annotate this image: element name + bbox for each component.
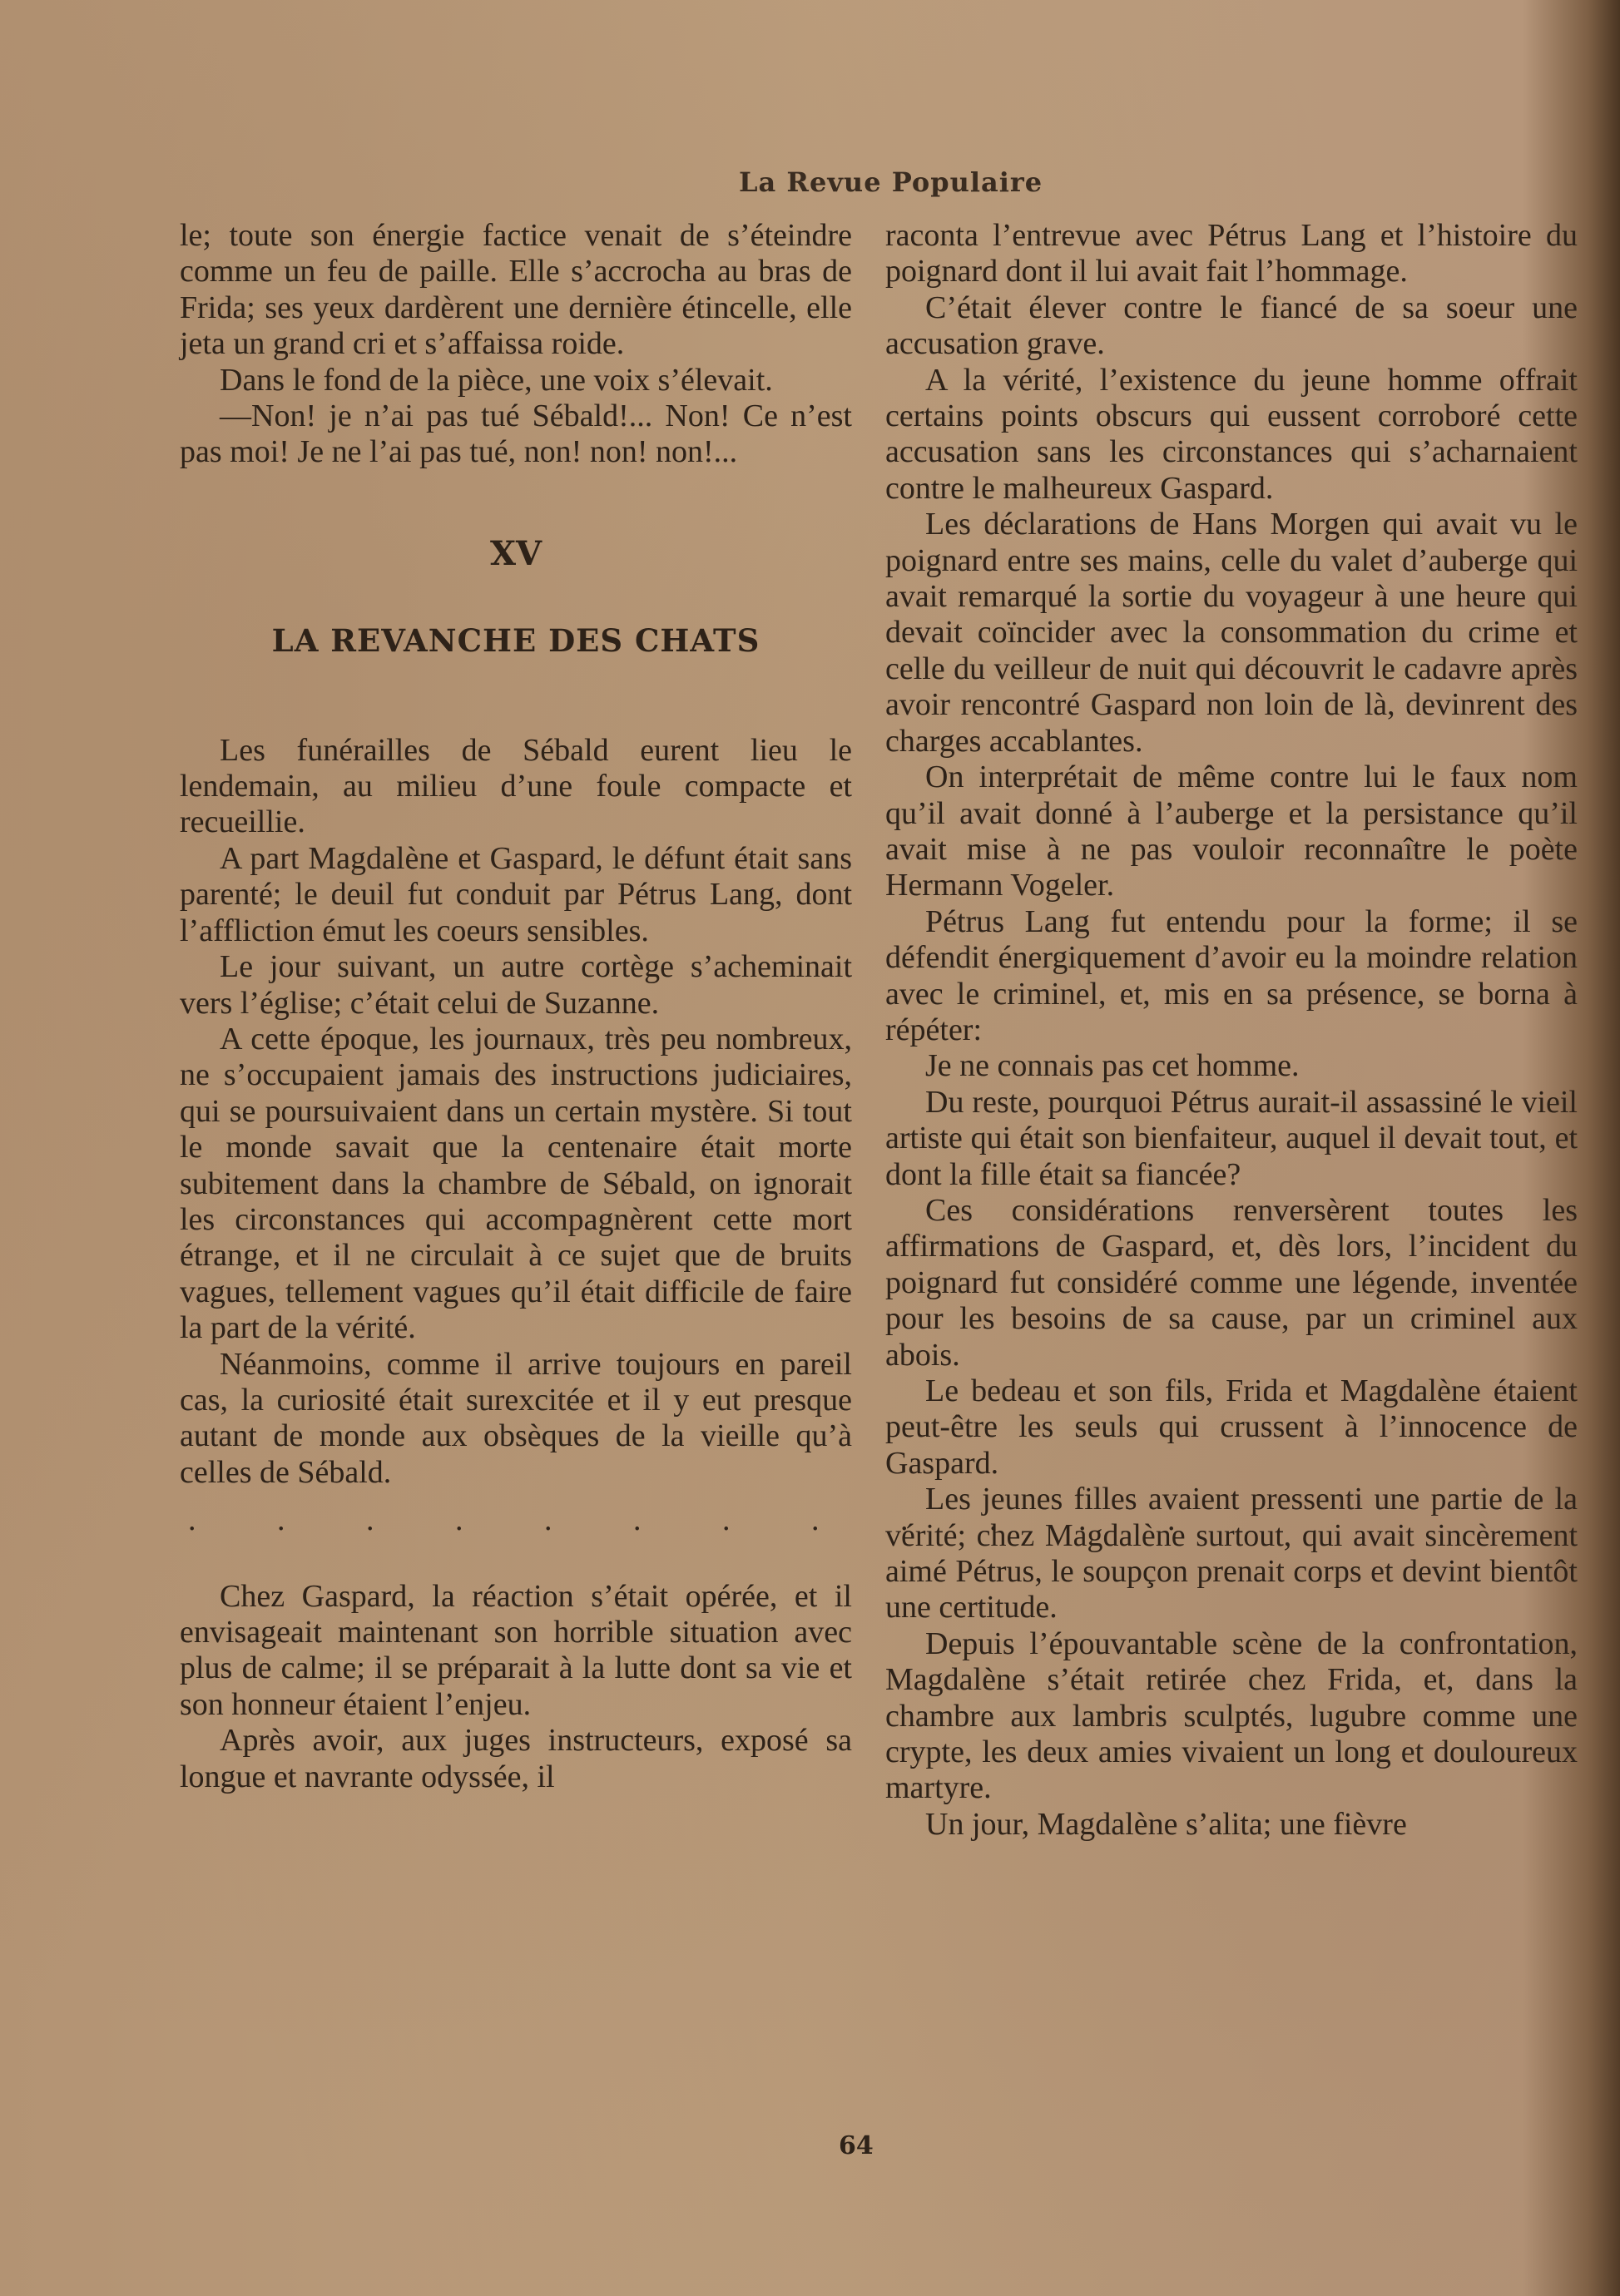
- paragraph: —Non! je n’ai pas tué Sébald!... Non! Ce n’est pas moi! Je ne l’ai pas tué, non! non! non!...: [180, 398, 852, 470]
- paragraph: Les jeunes filles avaient pressenti une partie de la vérité; chez Magdalène surtout, qui avait sincèrement aimé Pétrus, le soupçon prenait corps et devint bientôt une certitude.: [885, 1482, 1578, 1626]
- running-header: La Revue Populaire: [739, 166, 1043, 198]
- paragraph: Je ne connais pas cet homme.: [925, 1048, 1300, 1084]
- paragraph: le; toute son énergie factice venait de s’éteindre comme un feu de paille. Elle s’accrocha au bras de Frida; ses yeux dardèrent une dernière étincelle, elle jeta un grand cri et s’affaissa roide.: [180, 218, 852, 362]
- paragraph: Pétrus Lang fut entendu pour la forme; il se défendit énergiquement d’avoir eu la moindre relation avec le criminel, et, mis en sa présence, se borna à répéter:: [885, 903, 1578, 1047]
- paragraph: Le jour suivant, un autre cortège s’acheminait vers l’église; c’était celui de Suzanne.: [180, 949, 852, 1021]
- paragraph: Le bedeau et son fils, Frida et Magdalène étaient peut-être les seuls qui crussent à l’innocence de Gaspard.: [885, 1373, 1578, 1481]
- paragraph: Un jour, Magdalène s’alita; une fièvre: [925, 1806, 1407, 1842]
- right-column: [885, 218, 1578, 1843]
- paragraph: Les déclarations de Hans Morgen qui avait vu le poignard entre ses mains, celle du valet d’auberge qui avait remarqué la sortie du voyageur à une heure qui devait coïncider avec la consommation du crime et celle du veilleur de nuit qui découvrit le cadavre après avoir rencontré Gaspard non loin de là, devinrent des charges accablantes.: [885, 507, 1578, 759]
- paragraph: raconta l’entrevue avec Pétrus Lang et l’histoire du poignard dont il lui avait fait l’hommage.: [885, 218, 1578, 289]
- paragraph: Dans le fond de la pièce, une voix s’élevait.: [220, 362, 773, 398]
- paragraph: Chez Gaspard, la réaction s’était opérée, et il envisageait maintenant son horrible situation avec plus de calme; il se préparait à la lutte dont sa vie et son honneur étaient l’enjeu.: [180, 1578, 852, 1722]
- page-number: 64: [839, 2131, 874, 2160]
- paragraph: C’était élever contre le fiancé de sa soeur une accusation grave.: [885, 289, 1578, 362]
- paragraph: Les funérailles de Sébald eurent lieu le lendemain, au milieu d’une foule compacte et recueillie.: [180, 732, 852, 840]
- chapter-number: XV: [489, 533, 542, 573]
- paragraph: Du reste, pourquoi Pétrus aurait-il assassiné le vieil artiste qui était son bienfaiteur, auquel il devait tout, et dont la fille était sa fiancée?: [885, 1084, 1578, 1192]
- paragraph: Depuis l’épouvantable scène de la confrontation, Magdalène s’était retirée chez Frida, et, dans la chambre aux lambris sculptés, lugubre comme une crypte, les deux amies vivaient un long et douloureux martyre.: [885, 1626, 1578, 1806]
- section-separator: . . . . . . . . . . . .: [188, 1502, 1212, 1538]
- paragraph: Ces considérations renversèrent toutes les affirmations de Gaspard, et, dès lors, l’incident du poignard fut considéré comme une légende, inventée pour les besoins de sa cause, par un criminel aux abois.: [885, 1192, 1578, 1373]
- paragraph: A part Magdalène et Gaspard, le défunt était sans parenté; le deuil fut conduit par Pétrus Lang, dont l’affliction émut les coeurs sensibles.: [180, 840, 852, 948]
- paragraph: A la vérité, l’existence du jeune homme offrait certains points obscurs qui eussent corroboré cette accusation sans les circonstances qui s’acharnaient contre le malheureux Gaspard.: [885, 362, 1578, 506]
- paragraph: Néanmoins, comme il arrive toujours en pareil cas, la curiosité était surexcitée et il y eut presque autant de monde aux obsèques de la vieille qu’à celles de Sébald.: [180, 1346, 852, 1490]
- paragraph: Après avoir, aux juges instructeurs, exposé sa longue et navrante odyssée, il: [180, 1723, 852, 1794]
- paragraph: On interprétait de même contre lui le faux nom qu’il avait donné à l’auberge et la persistance qu’il avait mise à ne pas vouloir reconnaître le poète Hermann Vogeler.: [885, 760, 1578, 903]
- paragraph: A cette époque, les journaux, très peu nombreux, ne s’occupaient jamais des instructions judiciaires, qui se poursuivaient dans un certain mystère. Si tout le monde savait que la centenaire était morte subitement dans la chambre de Sébald, on ignorait les circonstances qui accompagnèrent cette mort étrange, et il ne circulait à ce sujet que de bruits vagues, tellement vagues qu’il était difficile de faire la part de la vérité.: [180, 1021, 852, 1346]
- chapter-title: LA REVANCHE DES CHATS: [271, 622, 760, 660]
